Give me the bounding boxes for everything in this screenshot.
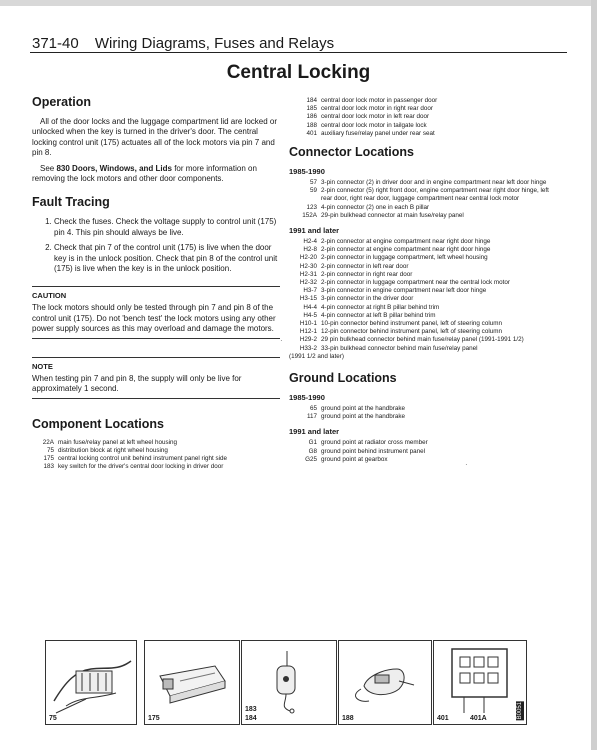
list-item — [289, 97, 561, 105]
figure-caption: 183 — [245, 706, 257, 713]
page-top-border — [0, 0, 597, 6]
list-item — [289, 238, 561, 246]
item-desc: 4-pin connector at left B pillar behind trim — [321, 311, 436, 319]
list-item — [32, 439, 280, 447]
item-code: 185 — [306, 105, 317, 113]
item-code: G25 — [305, 455, 317, 463]
item-desc: ground point at radiator cross member — [321, 439, 428, 447]
figure-175 — [144, 640, 240, 725]
section-title: Wiring Diagrams, Fuses and Relays — [94, 35, 335, 52]
list-item — [289, 271, 561, 279]
item-code: 152A — [302, 211, 317, 219]
item-desc: ground point at the handbrake — [321, 413, 406, 421]
list-item — [289, 246, 561, 254]
figure-caption: 401 — [437, 715, 449, 722]
item-desc: central door lock motor in right rear door — [321, 105, 433, 113]
item-code: G8 — [308, 447, 317, 455]
caution-box — [32, 286, 280, 338]
item-code: 401 — [306, 129, 317, 137]
connector-list-1991 — [289, 238, 561, 361]
item-desc: central door lock motor in passenger door — [321, 97, 438, 104]
item-code: 123 — [306, 203, 317, 211]
item-desc: 4-pin connector at right B pillar behind trim — [321, 303, 440, 311]
list-item-trailer — [289, 353, 561, 361]
component-locations-heading: Component Locations — [32, 416, 164, 431]
note-box — [32, 357, 280, 399]
reference-suffix: for more information on removing the lock motors and other door components. — [32, 163, 257, 184]
fault-step: 2. Check that pin 7 of the control unit (175) is live when the door key is in the unlock position. Check that pin 8 of the control unit (175) is live when the key is in the unlock position. — [54, 243, 280, 274]
item-desc: ground point at gearbox — [321, 455, 388, 463]
ground-list-1985 — [289, 405, 561, 421]
item-code: 22A — [42, 438, 54, 446]
item-code: 75 — [46, 446, 54, 454]
item-code: H2-30 — [299, 262, 317, 270]
list-item — [289, 312, 561, 320]
list-item — [289, 345, 561, 353]
item-desc: 2-pin connector at engine compartment near right door hinge — [321, 246, 491, 254]
item-desc: central door lock motor in tailgate lock — [321, 121, 427, 129]
item-code: 117 — [306, 413, 317, 421]
item-desc: central door lock motor in left rear door — [321, 113, 430, 121]
figure-caption: 75 — [49, 715, 57, 722]
item-desc: 29 pin bulkhead connector behind main fuse/relay panel (1991-1991 1/2) — [321, 336, 524, 344]
item-code: H4-4 — [303, 303, 317, 311]
list-item — [289, 456, 561, 464]
list-item — [289, 204, 561, 212]
item-desc: key switch for the driver's central door locking in driver door — [58, 463, 224, 471]
list-item — [289, 405, 561, 413]
item-desc: distribution block at right wheel housing — [58, 446, 168, 454]
item-code: 59 — [309, 187, 317, 195]
figure-caption: 184 — [245, 715, 257, 722]
list-item — [32, 447, 280, 455]
reference-link: 830 Doors, Windows, and Lids — [56, 163, 172, 173]
item-code: 175 — [43, 454, 54, 462]
item-code: 186 — [306, 113, 317, 121]
item-code: 188 — [306, 121, 317, 129]
figure-caption: 401A — [470, 715, 487, 722]
item-desc: 2-pin connector in luggage compartment near the central lock motor — [321, 279, 511, 287]
list-item — [289, 320, 561, 328]
left-column — [32, 95, 280, 471]
component-list-right — [289, 97, 561, 138]
list-item — [289, 328, 561, 336]
note-text: When testing pin 7 and pin 8, the supply will only be live for approximately 1 second. — [32, 373, 242, 394]
connector-list-1985 — [289, 179, 561, 220]
item-desc: 2-pin connector in left rear door — [321, 262, 409, 270]
item-code: H2-20 — [299, 254, 317, 262]
operation-reference — [32, 164, 280, 185]
item-desc: 29-pin bulkhead connector at main fuse/relay panel — [321, 211, 464, 219]
ground-list-1991 — [289, 439, 561, 464]
item-code: H12-1 — [299, 328, 317, 336]
figure-stamp: B0051 — [517, 701, 523, 719]
list-item — [289, 295, 561, 303]
list-item — [289, 212, 561, 220]
connector-group-label: 1991 and later — [289, 226, 340, 236]
item-code: 184 — [306, 97, 317, 104]
item-desc: 2-pin connector at engine compartment near right door hinge — [321, 238, 491, 246]
item-desc: 2-pin connector in right rear door — [321, 270, 413, 278]
item-code: H29-2 — [299, 336, 317, 344]
item-desc: 33-pin bulkhead connector behind main fuse/relay panel — [321, 344, 478, 352]
item-code: G1 — [308, 439, 317, 447]
page-number: 371-40 — [32, 35, 79, 52]
item-desc: 2-pin connector (5) right front door, engine compartment near right door hinge, left rear door, right rear door, luggage compartment near central lock motor — [321, 187, 549, 203]
list-item — [289, 263, 561, 271]
list-item — [289, 439, 561, 447]
item-desc: 3-pin connector in engine compartment near left door hinge — [321, 287, 487, 295]
page-right-border — [591, 0, 597, 750]
figure-183-184 — [241, 640, 337, 725]
ground-locations-heading: Ground Locations — [289, 371, 397, 386]
figure-strip — [45, 640, 527, 725]
item-code: H2-4 — [303, 238, 317, 246]
key-switch-illustration — [242, 641, 338, 726]
lock-motor-illustration — [339, 641, 433, 726]
caution-label: CAUTION — [32, 291, 67, 301]
stray-mark: · — [280, 336, 283, 345]
list-item — [289, 179, 561, 187]
item-code: H2-31 — [299, 270, 317, 278]
fault-step: 1. Check the fuses. Check the voltage supply to control unit (175) pin 4. This pin should always be live. — [54, 217, 280, 238]
item-desc: auxiliary fuse/relay panel under rear seat — [321, 129, 435, 137]
item-code: H4-5 — [303, 311, 317, 319]
item-desc: 3-pin connector in the driver door — [321, 295, 414, 303]
fuse-panel-illustration — [434, 641, 528, 726]
control-unit-illustration — [145, 641, 241, 726]
list-item — [289, 113, 561, 121]
connector-group-label: 1985-1990 — [289, 167, 325, 177]
item-code: H3-15 — [299, 295, 317, 303]
item-desc: ground point at the handbrake — [321, 405, 406, 413]
item-code: H2-32 — [299, 279, 317, 287]
item-desc: (1991 1/2 and later) — [289, 352, 344, 360]
caution-text: The lock motors should only be tested through pin 7 and pin 8 of the control unit (175). Do not 'bench test' the lock motors using any other power supply sources as this may overload and damage the motors. — [32, 303, 276, 334]
fault-tracing-steps — [32, 217, 280, 274]
item-code: 57 — [309, 179, 317, 187]
list-item — [289, 122, 561, 130]
list-item — [289, 105, 561, 113]
list-item — [32, 463, 280, 471]
list-item — [289, 279, 561, 287]
fault-tracing-heading: Fault Tracing — [32, 195, 110, 210]
item-code: H33-2 — [299, 344, 317, 352]
item-desc: ground point behind instrument panel — [321, 447, 425, 455]
stray-mark: · — [465, 460, 468, 469]
figure-caption: 188 — [342, 715, 354, 722]
item-code: 65 — [309, 405, 317, 413]
figure-188 — [338, 640, 432, 725]
figure-401 — [433, 640, 527, 725]
page-title: Central Locking — [226, 62, 371, 83]
list-item — [289, 448, 561, 456]
item-desc: main fuse/relay panel at left wheel housing — [58, 438, 178, 446]
list-item — [289, 336, 561, 344]
component-list-left — [32, 439, 280, 472]
note-label: NOTE — [32, 361, 53, 371]
ground-group-label: 1985-1990 — [289, 393, 325, 403]
item-desc: 3-pin connector (2) in driver door and in engine compartment near left door hinge — [321, 179, 547, 187]
item-code: 183 — [43, 463, 54, 471]
list-item — [289, 413, 561, 421]
item-code: H10-1 — [299, 320, 317, 328]
item-desc: 12-pin connector behind instrument panel, left of steering column — [321, 328, 502, 336]
header-rule — [30, 52, 567, 53]
operation-paragraph: All of the door locks and the luggage compartment lid are locked or unlocked when the key is turned in the driver's door. The central locking control unit (175) actuates all of the lock motors via pin 7 and pin 8. — [32, 117, 278, 158]
ground-group-label: 1991 and later — [289, 427, 340, 437]
list-item — [32, 455, 280, 463]
item-desc: 10-pin connector behind instrument panel, left of steering column — [321, 320, 502, 328]
running-header — [32, 35, 334, 52]
item-desc: 4-pin connector (2) one in each B pillar — [321, 203, 430, 211]
reference-prefix: See — [40, 163, 57, 173]
operation-heading: Operation — [32, 95, 92, 109]
item-code: H2-8 — [303, 246, 317, 254]
distribution-block-illustration — [46, 641, 138, 726]
figure-caption: 175 — [148, 715, 160, 722]
list-item — [289, 130, 561, 138]
right-column — [289, 97, 561, 464]
list-item — [289, 187, 561, 203]
figure-75 — [45, 640, 137, 725]
list-item — [289, 254, 561, 262]
item-desc: central locking control unit behind instrument panel right side — [58, 454, 228, 462]
list-item — [289, 287, 561, 295]
item-code: H3-7 — [303, 287, 317, 295]
connector-locations-heading: Connector Locations — [289, 145, 415, 160]
item-desc: 2-pin connector in luggage compartment, left wheel housing — [321, 254, 488, 262]
list-item — [289, 304, 561, 312]
